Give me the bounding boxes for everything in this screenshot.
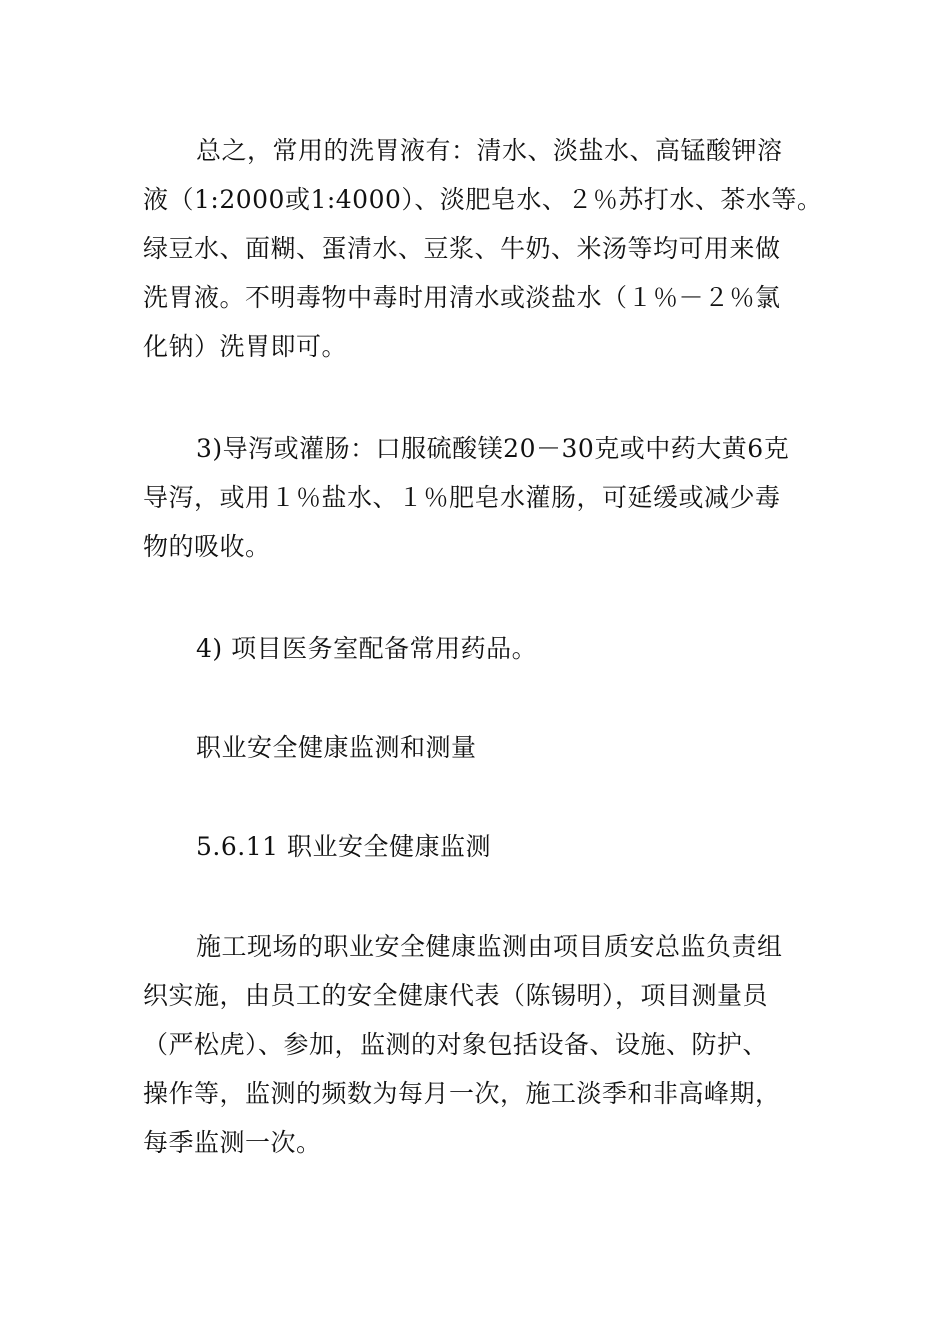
text-line: 物的吸收。 xyxy=(143,532,271,561)
text-line: 液（1:2000或1:4000）、淡肥皂水、２％苏打水、茶水等。 xyxy=(143,185,823,214)
text-line: 3)导泻或灌肠：口服硫酸镁20－30克或中药大黄6克 xyxy=(196,434,790,463)
text-line: 操作等，监测的频数为每月一次，施工淡季和非高峰期， xyxy=(143,1079,781,1108)
text-line: 施工现场的职业安全健康监测由项目质安总监负责组 xyxy=(196,932,783,961)
text-line: （严松虎）、参加，监测的对象包括设备、设施、防护、 xyxy=(143,1030,769,1059)
text-line: 洗胃液。不明毒物中毒时用清水或淡盐水（１％－２％氯 xyxy=(143,283,781,312)
text-line: 每季监测一次。 xyxy=(143,1128,322,1157)
section-heading: 职业安全健康监测和测量 xyxy=(196,733,477,762)
text-line: 导泻，或用１％盐水、１％肥皂水灌肠，可延缓或减少毒 xyxy=(143,483,781,512)
text-line: 织实施，由员工的安全健康代表（陈锡明），项目测量员 xyxy=(143,981,769,1010)
paragraph-medical-room: 4) 项目医务室配备常用药品。 xyxy=(196,634,538,663)
text-line: 绿豆水、面糊、蛋清水、豆浆、牛奶、米汤等均可用来做 xyxy=(143,234,781,263)
subsection-heading: 5.6.11 职业安全健康监测 xyxy=(196,832,491,861)
text-line: 化钠）洗胃即可。 xyxy=(143,332,348,361)
text-line: 总之，常用的洗胃液有：清水、淡盐水、高锰酸钾溶 xyxy=(196,136,783,165)
